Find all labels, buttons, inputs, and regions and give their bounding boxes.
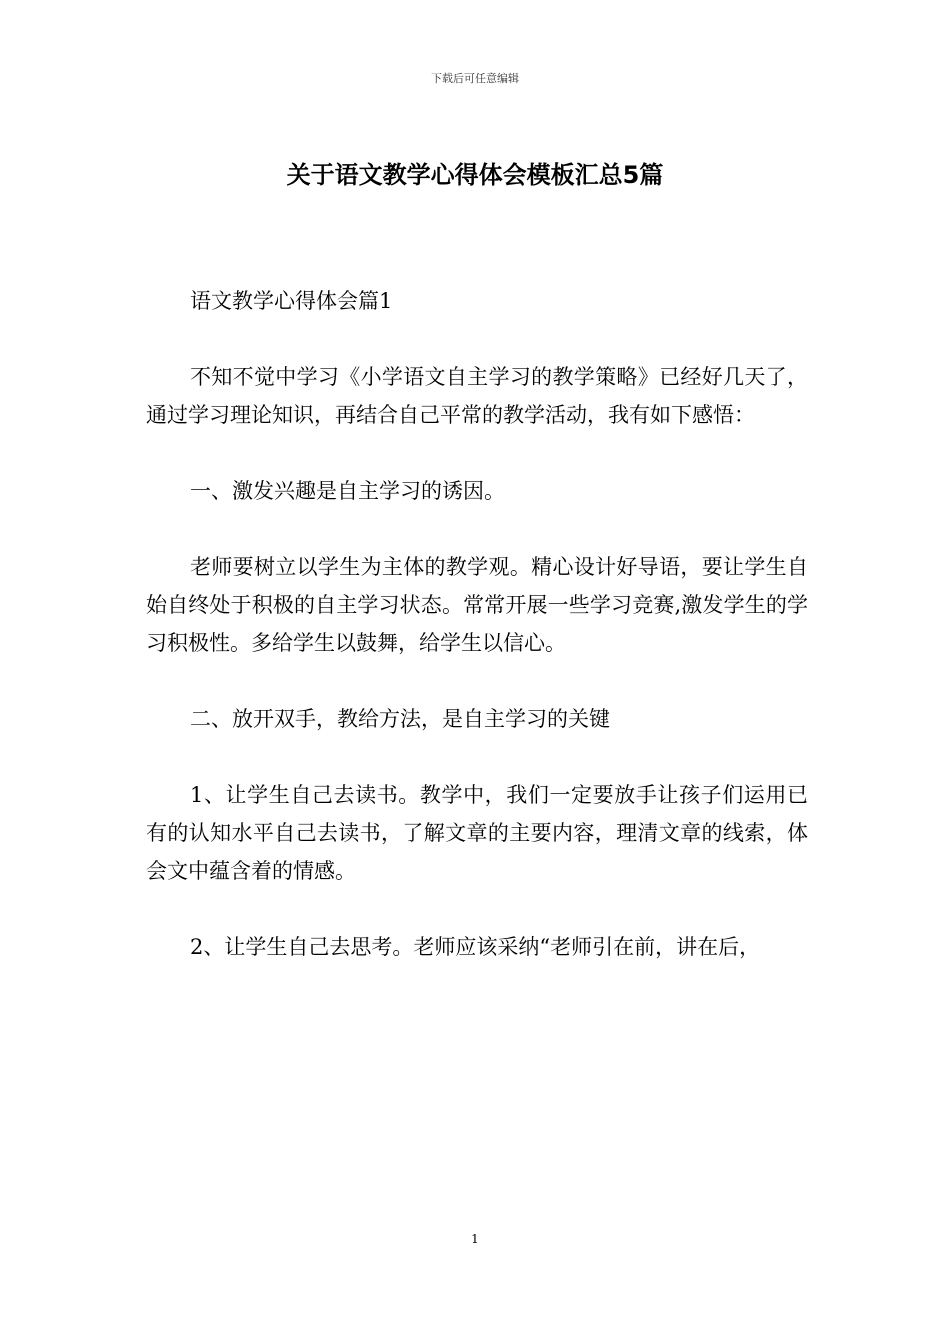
document-title: 关于语文教学心得体会模板汇总5篇 xyxy=(286,161,664,189)
paragraph-section-heading: 语文教学心得体会篇1 xyxy=(190,289,393,313)
paragraph-point-one-body: 老师要树立以学生为主体的教学观。精心设计好导语，要让学生自始自终处于积极的自主学习状态。常常开展一些学习竞赛,激发学生的学习积极性。多给学生以鼓舞，给学生以信心。 xyxy=(146,555,808,655)
paragraph-intro: 不知不觉中学习《小学语文自主学习的教学策略》已经好几天了，通过学习理论知识，再结合自己平常的教学活动，我有如下感悟： xyxy=(146,365,808,427)
document-body xyxy=(146,282,808,1004)
paragraph-point-one-heading: 一、激发兴趣是自主学习的诱因。 xyxy=(190,479,505,503)
paragraph-item-one: 1、让学生自己去读书。教学中，我们一定要放手让孩子们运用已有的认知水平自己去读书，了解文章的主要内容，理清文章的线索，体会文中蕴含着的情感。 xyxy=(146,783,808,883)
paragraph-item-two: 2、让学生自己去思考。老师应该采纳“老师引在前，讲在后， xyxy=(190,935,761,959)
page-number: 1 xyxy=(471,1232,479,1246)
header-note: 下载后可任意编辑 xyxy=(431,72,519,85)
paragraph-point-two-heading: 二、放开双手，教给方法，是自主学习的关键 xyxy=(190,707,610,731)
